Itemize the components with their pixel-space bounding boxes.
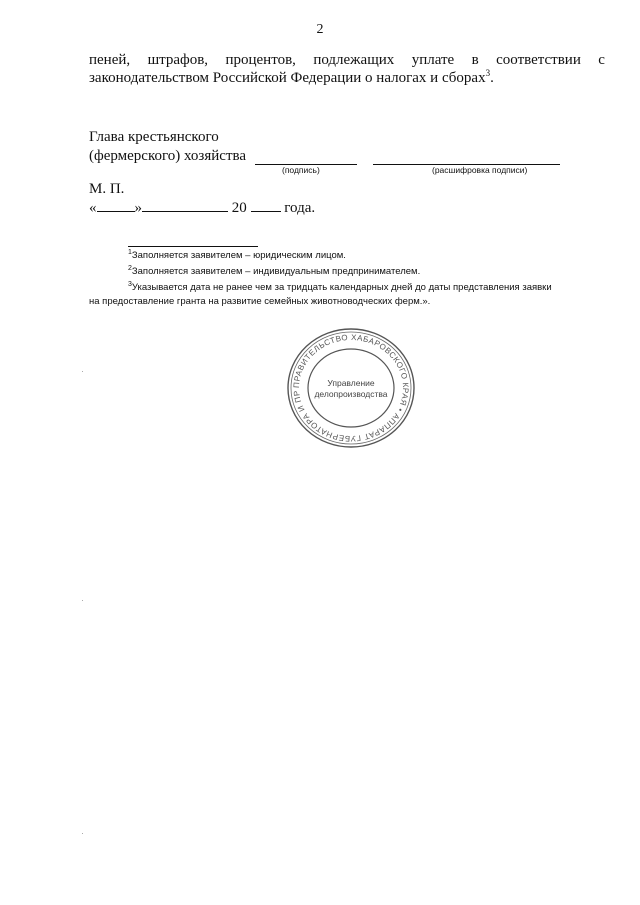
word: подлежащих — [313, 52, 395, 68]
word: пеней, — [89, 52, 131, 68]
footnote-mark: 3 — [128, 280, 132, 288]
year-field[interactable] — [251, 199, 281, 212]
footnote-3-line-2: на предоставление гранта на развитие семейных животноводческих ферм.». — [89, 296, 431, 307]
paragraph-text: законодательством Российской Федерации о налогах и сборах — [89, 70, 486, 86]
footnote-mark: 1 — [128, 248, 132, 256]
word: соответствии — [496, 52, 581, 68]
date-line — [89, 199, 315, 217]
head-title-line-1: Глава крестьянского — [89, 129, 219, 145]
footnote-2 — [128, 266, 420, 277]
footnote-text: Указывается дата не ранее чем за тридцать календарных дней до даты представления заявки — [131, 282, 552, 293]
stamp-center-line-2: делопроизводства — [314, 389, 388, 399]
decoding-caption: (расшифровка подписи) — [432, 165, 528, 175]
stamp-inner-ring — [308, 349, 394, 427]
scan-speck — [82, 600, 83, 601]
seal-place-label: М. П. — [89, 181, 125, 197]
signature-field[interactable] — [255, 150, 357, 165]
body-paragraph — [89, 52, 605, 87]
official-stamp — [286, 327, 416, 449]
footnote-3-line-1 — [128, 282, 552, 293]
word: с — [598, 52, 605, 68]
year-prefix: 20 — [231, 200, 247, 216]
word: в — [471, 52, 479, 68]
stamp-ring-textpath: ПРАВИТЕЛЬСТВО ХАБАРОВСКОГО КРАЯ • АППАРАТ ГУБЕРНАТОРА И ПР — [291, 332, 411, 444]
close-quote: » — [134, 200, 142, 216]
head-title-line-2: (фермерского) хозяйства — [89, 148, 247, 164]
page-number: 2 — [316, 22, 324, 37]
scan-speck — [82, 833, 83, 834]
footnote-ref: 3 — [485, 68, 491, 78]
footnote-text: Заполняется заявителем – индивидуальным предпринимателем. — [131, 266, 421, 277]
stamp-center-line-1: Управление — [327, 378, 375, 388]
month-field[interactable] — [142, 199, 228, 212]
word: уплате — [411, 52, 455, 68]
signature-decoding-field[interactable] — [373, 150, 560, 165]
signature-caption: (подпись) — [282, 165, 320, 175]
word: штрафов, — [147, 52, 209, 68]
day-field[interactable] — [97, 199, 135, 212]
footnote-1 — [128, 250, 346, 261]
paragraph-line-2 — [89, 70, 605, 87]
year-suffix: года. — [284, 200, 316, 216]
scan-speck — [82, 371, 83, 372]
footnote-separator — [128, 246, 258, 247]
paragraph-end: . — [490, 70, 494, 86]
footnote-text: Заполняется заявителем – юридическим лицом. — [131, 250, 346, 261]
paragraph-line-1 — [89, 52, 605, 69]
stamp-graphic — [286, 327, 416, 449]
footnote-mark: 2 — [128, 264, 132, 272]
word: процентов, — [225, 52, 296, 68]
open-quote: « — [89, 200, 97, 216]
stamp-outer-ring — [288, 329, 414, 447]
